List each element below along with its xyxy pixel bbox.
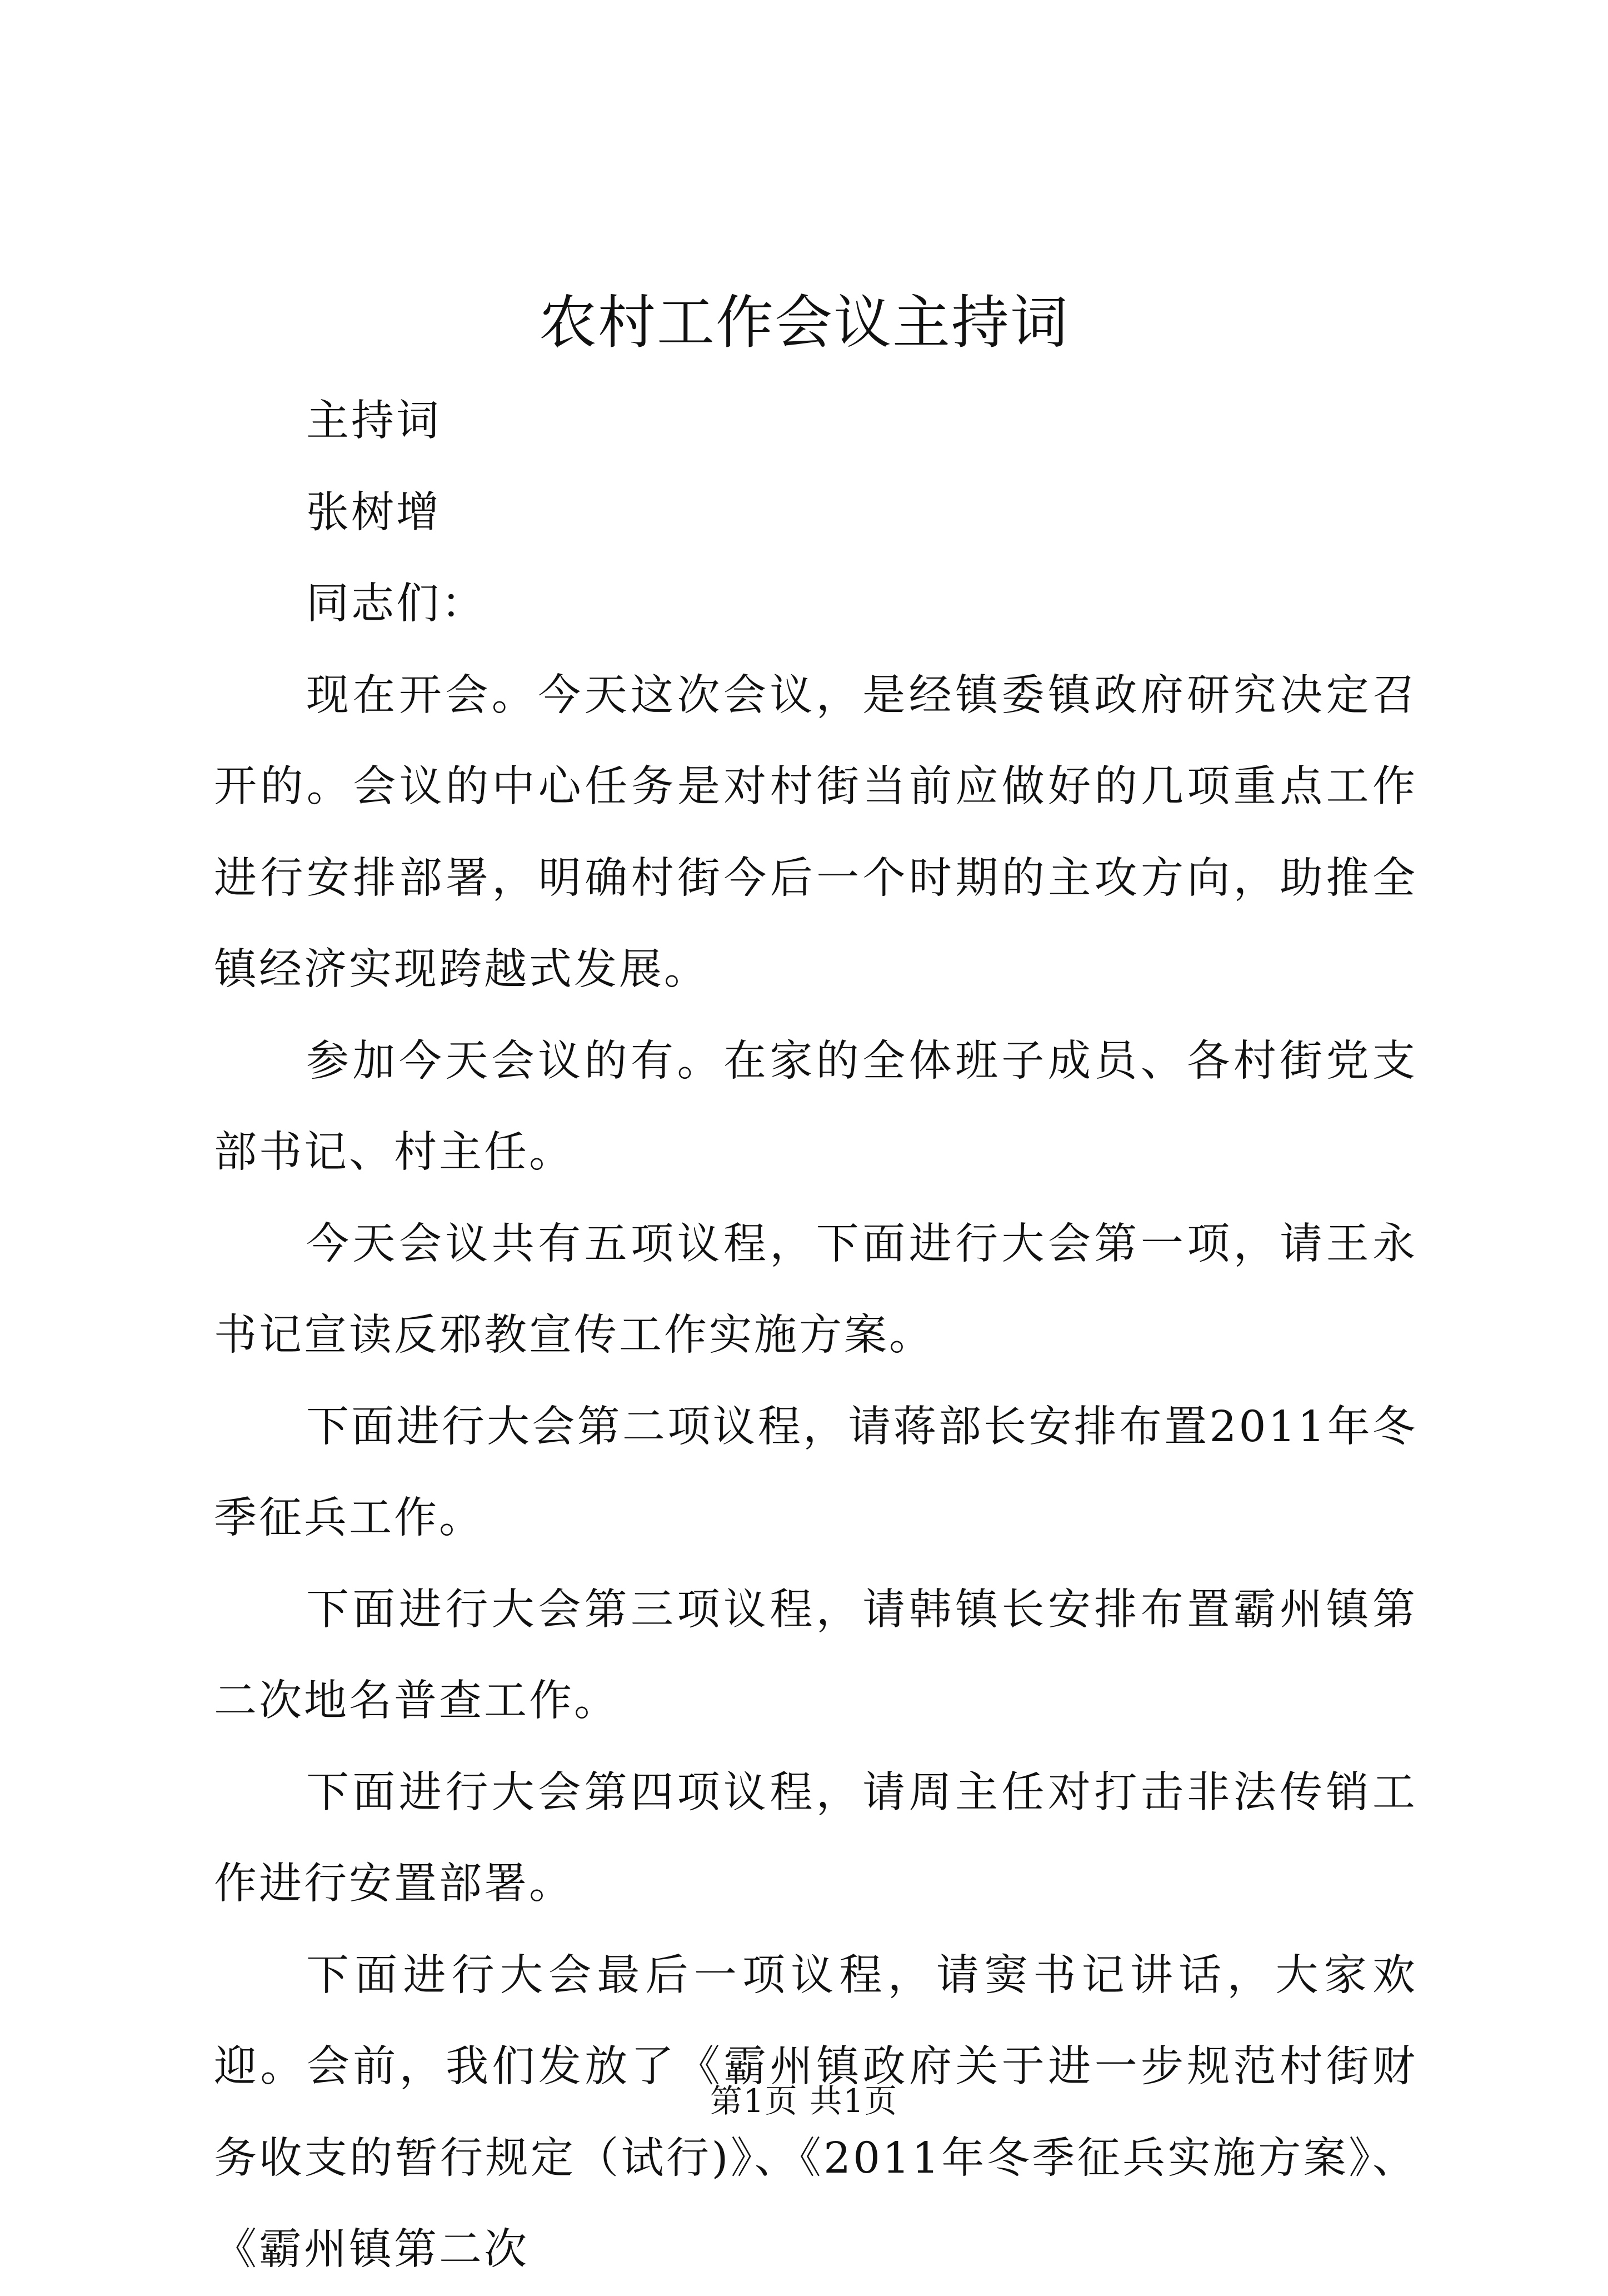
- paragraph-heading-label: 主持词: [306, 396, 441, 446]
- paragraph-opening: 现在开会。今天这次会议，是经镇委镇政府研究决定召开的。会议的中心任务是对村街当前应做好的几项重点工作进行安排部署，明确村街今后一个时期的主攻方向，助推全镇经济实现跨越式发展。: [214, 670, 1417, 994]
- paragraph-salutation: 同志们：: [306, 579, 486, 629]
- paragraph-agenda-item-4: 下面进行大会第四项议程，请周主任对打击非法传销工作进行安置部署。: [214, 1767, 1417, 1909]
- paragraph-author: 张树增: [306, 487, 441, 537]
- paragraph-agenda-item-1: 今天会议共有五项议程，下面进行大会第一项，请王永书记宣读反邪教宣传工作实施方案。: [214, 1219, 1417, 1360]
- paragraph-agenda-item-2: 下面进行大会第二项议程，请蒋部长安排布置2011年冬季征兵工作。: [214, 1402, 1417, 1543]
- paragraph-agenda-item-5: 下面进行大会最后一项议程，请窦书记讲话，大家欢迎。会前，我们发放了《霸州镇政府关于进一步规范村街财务收支的暂行规定（试行)》、《2011年冬季征兵实施方案》、《霸州镇第二次: [214, 1950, 1417, 2274]
- document-title: 农村工作会议主持词: [538, 288, 1069, 356]
- page-footer: 第1页 共1页: [710, 2082, 898, 2120]
- document-body: [214, 376, 1417, 2296]
- paragraph-attendees: 参加今天会议的有。在家的全体班子成员、各村街党支部书记、村主任。: [214, 1036, 1417, 1177]
- paragraph-agenda-item-3: 下面进行大会第三项议程，请韩镇长安排布置霸州镇第二次地名普查工作。: [214, 1585, 1417, 1726]
